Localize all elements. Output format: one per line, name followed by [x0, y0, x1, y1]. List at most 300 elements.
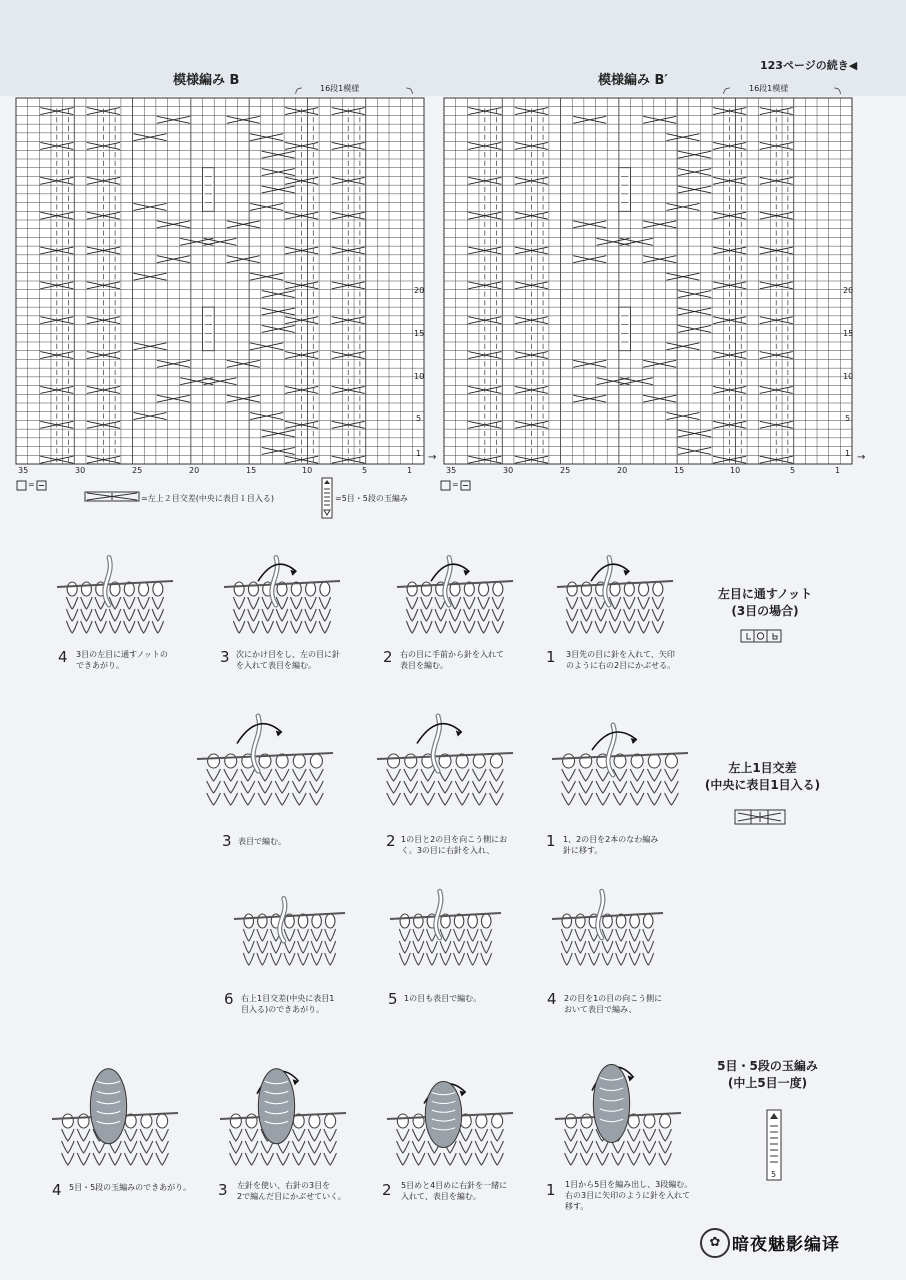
knit-stitch: [472, 793, 486, 805]
knit-stitch: [472, 781, 486, 793]
knit-stitch: [308, 1141, 321, 1153]
bobble-step3-illustration: [218, 1050, 348, 1175]
knit-stitch: [310, 781, 324, 793]
knit-stitch: [284, 929, 295, 941]
loop: [581, 582, 591, 596]
knit-stitch: [659, 1129, 672, 1141]
knit-stitch: [475, 1129, 488, 1141]
knit-stitch: [298, 929, 309, 941]
knit-stitch: [284, 941, 295, 953]
knit-stitch: [325, 941, 336, 953]
knit-stitch: [124, 621, 135, 633]
knit-stitch: [464, 621, 475, 633]
knit-stitch: [455, 793, 469, 805]
knot-step3-text: 次にかけ目をし、左の目に針 を入れて表目を編む。: [236, 650, 340, 670]
knit-stitch: [257, 941, 268, 953]
bobble-marker: [203, 168, 215, 212]
bobble-title-line1: 5目・5段の玉編み: [717, 1059, 818, 1073]
knit-stitch: [324, 1141, 337, 1153]
knit-stitch: [245, 1153, 258, 1165]
knit-stitch: [310, 793, 324, 805]
knit-stitch: [404, 769, 418, 781]
knit-stitch: [643, 1129, 656, 1141]
chart-b-col-25: 25: [132, 466, 143, 475]
loop: [388, 754, 400, 768]
loop: [479, 582, 489, 596]
legend-cross-symbol: [85, 492, 139, 502]
knit-stitch: [276, 597, 287, 609]
knit-stitch: [243, 941, 254, 953]
loop: [312, 914, 322, 928]
knit-stitch: [109, 1153, 122, 1165]
knit-stitch: [454, 941, 465, 953]
legend-blank-symbols: [17, 480, 57, 492]
loop: [648, 754, 660, 768]
loop: [630, 914, 640, 928]
knit-stitch: [444, 1153, 457, 1165]
loop: [576, 914, 586, 928]
knit-stitch: [612, 1141, 625, 1153]
knit-stitch: [659, 1153, 672, 1165]
cross-step4-illustration: [550, 882, 665, 975]
knit-stitch: [428, 1153, 441, 1165]
knit-stitch: [602, 941, 613, 953]
knit-stitch: [643, 1141, 656, 1153]
knit-stitch: [406, 609, 417, 621]
knit-stitch: [638, 609, 649, 621]
knot-step4-text: 3目の左目に通すノットの できあがり。: [76, 650, 168, 670]
loop: [468, 914, 478, 928]
knit-stitch: [643, 929, 654, 941]
knit-stitch: [124, 1153, 137, 1165]
loop: [62, 1114, 73, 1128]
knot-step2-illustration: [395, 548, 515, 643]
knit-stitch: [325, 929, 336, 941]
chart-b2-col-10: 10: [730, 466, 741, 475]
bobble-section-title: [705, 1058, 830, 1092]
cross-step3-text: 表目で編む。: [238, 837, 286, 846]
knit-stitch: [276, 609, 287, 621]
knit-stitch: [561, 929, 572, 941]
knit-stitch: [609, 597, 620, 609]
knit-stitch: [276, 621, 287, 633]
loop: [139, 582, 149, 596]
chart-b-col-1: 1: [407, 466, 413, 475]
knit-stitch: [62, 1129, 75, 1141]
knit-stitch: [271, 941, 282, 953]
loop: [421, 582, 431, 596]
bobble-step4-illustration: [50, 1050, 180, 1175]
knit-stitch: [624, 597, 635, 609]
knit-stitch: [647, 769, 661, 781]
knit-stitch: [643, 953, 654, 965]
knot-step1-illustration: [555, 548, 675, 643]
chart-b-col-15: 15: [246, 466, 257, 475]
cross-step2-text: 1の目と2の目を向こう側にお く。3の目に右針を入れ、: [401, 835, 508, 855]
knot-step1-num: 1: [546, 648, 556, 666]
loop: [407, 582, 417, 596]
knit-stitch: [140, 1141, 153, 1153]
knit-stitch: [207, 793, 221, 805]
knot-step1-text: 3目先の目に針を入れて、矢印 のように右の2目にかぶせる。: [566, 650, 676, 670]
top-band: [0, 0, 906, 96]
knit-stitch: [224, 769, 238, 781]
knit-stitch: [581, 597, 592, 609]
knit-stitch: [643, 1153, 656, 1165]
loop: [400, 914, 410, 928]
loop: [653, 582, 663, 596]
loop: [208, 754, 220, 768]
knit-stitch: [652, 621, 663, 633]
knit-stitch: [643, 941, 654, 953]
bobble-step4-text: 5目・5段の玉編みのできあがり。: [69, 1183, 192, 1192]
loop: [310, 754, 322, 768]
knit-stitch: [491, 1153, 504, 1165]
bobble: [425, 1082, 461, 1148]
bobble-step2-num: 2: [382, 1181, 392, 1199]
cross-step6-num: 6: [224, 990, 234, 1008]
knit-stitch: [421, 793, 435, 805]
knot-section-title: [700, 586, 830, 620]
knit-stitch: [245, 1141, 258, 1153]
knit-stitch: [575, 929, 586, 941]
bobble-step4-num: 4: [52, 1181, 62, 1199]
knit-stitch: [292, 1129, 305, 1141]
knit-stitch: [589, 941, 600, 953]
bobble-step2-illustration: [385, 1065, 515, 1175]
knit-stitch: [630, 793, 644, 805]
knit-stitch: [230, 1129, 243, 1141]
knit-stitch: [291, 597, 302, 609]
knit-stitch: [124, 1129, 137, 1141]
loop: [493, 582, 503, 596]
knit-stitch: [616, 929, 627, 941]
knit-stitch: [230, 1153, 243, 1165]
cross-section-title: [690, 760, 835, 794]
knit-stitch: [454, 929, 465, 941]
knit-stitch: [464, 609, 475, 621]
knit-stitch: [207, 781, 221, 793]
knit-stitch: [292, 793, 306, 805]
knit-stitch: [665, 769, 679, 781]
knit-stitch: [66, 609, 77, 621]
knit-stitch: [243, 953, 254, 965]
loop: [476, 1114, 487, 1128]
knit-stitch: [627, 1153, 640, 1165]
knit-stitch: [579, 793, 593, 805]
knit-stitch: [467, 941, 478, 953]
knit-stitch: [292, 1153, 305, 1165]
cross-step5-illustration: [388, 882, 503, 975]
bobble-symbol-number: 5: [771, 1170, 777, 1179]
knit-stitch: [324, 1153, 337, 1165]
knit-stitch: [595, 609, 606, 621]
knit-stitch: [652, 609, 663, 621]
cross-step6-text: 右上1目交差(中央に表目1 目入る)のできあがり。: [241, 994, 335, 1014]
knit-stitch: [138, 597, 149, 609]
loop: [565, 1114, 576, 1128]
knit-stitch: [492, 597, 503, 609]
knit-stitch: [291, 621, 302, 633]
chart-b2-row-20: 20: [843, 286, 854, 295]
knit-stitch: [292, 769, 306, 781]
knit-stitch: [627, 1141, 640, 1153]
loop: [643, 914, 653, 928]
knit-stitch: [308, 1153, 321, 1165]
chart-b2-col-5: 5: [790, 466, 796, 475]
knit-stitch: [292, 781, 306, 793]
knit-stitch: [241, 781, 255, 793]
knit-stitch: [241, 793, 255, 805]
loop: [567, 582, 577, 596]
legend-bobble-label: =5目・5段の玉編み: [335, 494, 408, 503]
loop: [306, 582, 316, 596]
knit-stitch: [81, 609, 92, 621]
bobble-step3-num: 3: [218, 1181, 228, 1199]
knit-stitch: [207, 769, 221, 781]
knit-stitch: [481, 953, 492, 965]
knit-stitch: [459, 1141, 472, 1153]
chart-b-row-5: 5: [416, 414, 422, 423]
knit-stitch: [262, 609, 273, 621]
knit-stitch: [478, 621, 489, 633]
knit-stitch: [224, 781, 238, 793]
knit-stitch: [565, 1141, 578, 1153]
knit-stitch: [325, 953, 336, 965]
knit-stitch: [580, 1141, 593, 1153]
knit-stitch: [275, 781, 289, 793]
knit-stitch: [233, 609, 244, 621]
knit-stitch: [565, 1153, 578, 1165]
knit-stitch: [616, 953, 627, 965]
knit-stitch: [399, 929, 410, 941]
knit-stitch: [298, 953, 309, 965]
knit-stitch: [467, 953, 478, 965]
knit-stitch: [413, 953, 424, 965]
knit-stitch: [404, 781, 418, 793]
chart-b2-row-5: 5: [845, 414, 851, 423]
wechat-icon: ✿: [700, 1228, 730, 1258]
knit-stitch: [562, 781, 576, 793]
knit-stitch: [455, 769, 469, 781]
loop: [490, 754, 502, 768]
knit-stitch: [248, 609, 259, 621]
knit-stitch: [406, 597, 417, 609]
knit-stitch: [565, 1129, 578, 1141]
knit-stitch: [311, 941, 322, 953]
loop: [244, 914, 254, 928]
knit-stitch: [66, 621, 77, 633]
knit-stitch: [277, 1153, 290, 1165]
loop: [157, 1114, 168, 1128]
knit-stitch: [490, 781, 504, 793]
cross-step3-num: 3: [222, 832, 232, 850]
knit-stitch: [81, 621, 92, 633]
loop: [413, 1114, 424, 1128]
knit-stitch: [464, 597, 475, 609]
knot-title-line2: (3目の場合): [731, 604, 799, 618]
knit-stitch: [492, 621, 503, 633]
knit-stitch: [481, 941, 492, 953]
knit-stitch: [561, 953, 572, 965]
knit-stitch: [271, 953, 282, 965]
knit-stitch: [311, 929, 322, 941]
knit-stitch: [298, 941, 309, 953]
knit-stitch: [579, 769, 593, 781]
knit-stitch: [324, 1129, 337, 1141]
knot-step3-num: 3: [220, 648, 230, 666]
legend-bobble-symbol: [322, 478, 332, 520]
knit-stitch: [580, 1129, 593, 1141]
loop: [481, 914, 491, 928]
bobble-marker: [619, 168, 631, 212]
knit-stitch: [421, 621, 432, 633]
bobble-marker: [203, 307, 215, 351]
chart-b2-col-15: 15: [674, 466, 685, 475]
cross-step5-num: 5: [388, 990, 398, 1008]
knit-stitch: [613, 781, 627, 793]
cross-title-line1: 左上1目交差: [728, 761, 797, 775]
knit-stitch: [292, 1141, 305, 1153]
legend-blank-symbols-b2: [441, 480, 481, 492]
knit-stitch: [399, 953, 410, 965]
knit-stitch: [472, 769, 486, 781]
knit-stitch: [481, 929, 492, 941]
knit-stitch: [138, 609, 149, 621]
knit-stitch: [630, 781, 644, 793]
knit-stitch: [257, 953, 268, 965]
knit-stitch: [609, 609, 620, 621]
loop: [397, 1114, 408, 1128]
chart-b2-col-25: 25: [560, 466, 571, 475]
loop: [405, 754, 417, 768]
knit-stitch: [455, 781, 469, 793]
row1-arrow-b2: →: [857, 452, 866, 463]
knit-stitch: [602, 953, 613, 965]
knit-stitch: [638, 597, 649, 609]
knit-stitch: [596, 781, 610, 793]
chart-b-col-10: 10: [302, 466, 313, 475]
knit-stitch: [652, 597, 663, 609]
cross-step4-text: 2の目を1の目の向こう側に おいて表目で編み、: [564, 994, 663, 1014]
knit-stitch: [233, 621, 244, 633]
knit-stitch: [305, 621, 316, 633]
chart-b2-grid: [444, 98, 854, 466]
knit-stitch: [490, 793, 504, 805]
knit-stitch: [319, 609, 330, 621]
knit-stitch: [241, 769, 255, 781]
knit-stitch: [647, 793, 661, 805]
loop: [225, 754, 237, 768]
knit-stitch: [624, 609, 635, 621]
knot-step2-text: 右の目に手前から針を入れて 表目を編む。: [400, 650, 504, 670]
knit-stitch: [421, 609, 432, 621]
knit-stitch: [562, 793, 576, 805]
cross-step6-illustration: [232, 890, 347, 975]
knit-stitch: [308, 1129, 321, 1141]
knit-stitch: [262, 621, 273, 633]
knit-stitch: [566, 597, 577, 609]
knit-stitch: [311, 953, 322, 965]
knit-stitch: [305, 597, 316, 609]
knit-stitch: [459, 1129, 472, 1141]
knit-stitch: [421, 597, 432, 609]
knot-step3-illustration: [222, 548, 342, 643]
knot-step2-num: 2: [383, 648, 393, 666]
knit-stitch: [561, 941, 572, 953]
loop: [563, 754, 575, 768]
loop: [230, 1114, 241, 1128]
knit-stitch: [109, 621, 120, 633]
knit-stitch: [62, 1153, 75, 1165]
knit-stitch: [399, 941, 410, 953]
loop: [580, 754, 592, 768]
knit-stitch: [647, 781, 661, 793]
loop: [644, 1114, 655, 1128]
knit-stitch: [406, 621, 417, 633]
knit-stitch: [124, 1141, 137, 1153]
knit-stitch: [156, 1141, 169, 1153]
bobble-marker: [619, 307, 631, 351]
bobble-step1-illustration: [553, 1045, 683, 1175]
cross-step2-illustration: [375, 705, 515, 815]
loop: [660, 1114, 671, 1128]
knot-step4-num: 4: [58, 648, 68, 666]
knit-stitch: [77, 1153, 90, 1165]
knit-stitch: [156, 1129, 169, 1141]
knot-title-line1: 左目に通すノット: [717, 587, 813, 601]
bobble: [258, 1069, 294, 1144]
knit-stitch: [492, 609, 503, 621]
knit-stitch: [427, 941, 438, 953]
knit-stitch: [478, 597, 489, 609]
row1-arrow-b: →: [428, 452, 437, 463]
knit-stitch: [140, 1129, 153, 1141]
chart-b2-repeat-label: 16段1模様: [749, 84, 789, 93]
chart-b-repeat-label: 16段1模様: [320, 84, 360, 93]
loop: [639, 582, 649, 596]
knit-stitch: [579, 781, 593, 793]
chart-b-row-10: 10: [414, 372, 425, 381]
knit-stitch: [95, 621, 106, 633]
knit-stitch: [319, 597, 330, 609]
knit-stitch: [629, 953, 640, 965]
knit-stitch: [257, 929, 268, 941]
chart-b-grid: [16, 98, 426, 466]
legend-cross-label: =左上２目交差(中央に表目１目入る): [141, 494, 274, 503]
knit-stitch: [233, 597, 244, 609]
loop: [473, 754, 485, 768]
loop: [414, 914, 424, 928]
knit-stitch: [566, 621, 577, 633]
chart-b2-row-15: 15: [843, 329, 854, 338]
knit-stitch: [138, 621, 149, 633]
knit-stitch: [609, 621, 620, 633]
loop: [320, 582, 330, 596]
chart-b2-col-1: 1: [835, 466, 841, 475]
cross-title-line2: (中央に表目1目入る): [704, 778, 821, 792]
knit-stitch: [612, 1153, 625, 1165]
cross-step1-text: 1、2の目を2本のなわ編み 針に移す。: [563, 835, 659, 855]
knit-stitch: [491, 1141, 504, 1153]
knit-stitch: [440, 953, 451, 965]
knit-stitch: [404, 793, 418, 805]
chart-b-col-20: 20: [189, 466, 200, 475]
chart-b2-col-30: 30: [503, 466, 514, 475]
loop: [78, 1114, 89, 1128]
knit-stitch: [248, 597, 259, 609]
loop: [141, 1114, 152, 1128]
